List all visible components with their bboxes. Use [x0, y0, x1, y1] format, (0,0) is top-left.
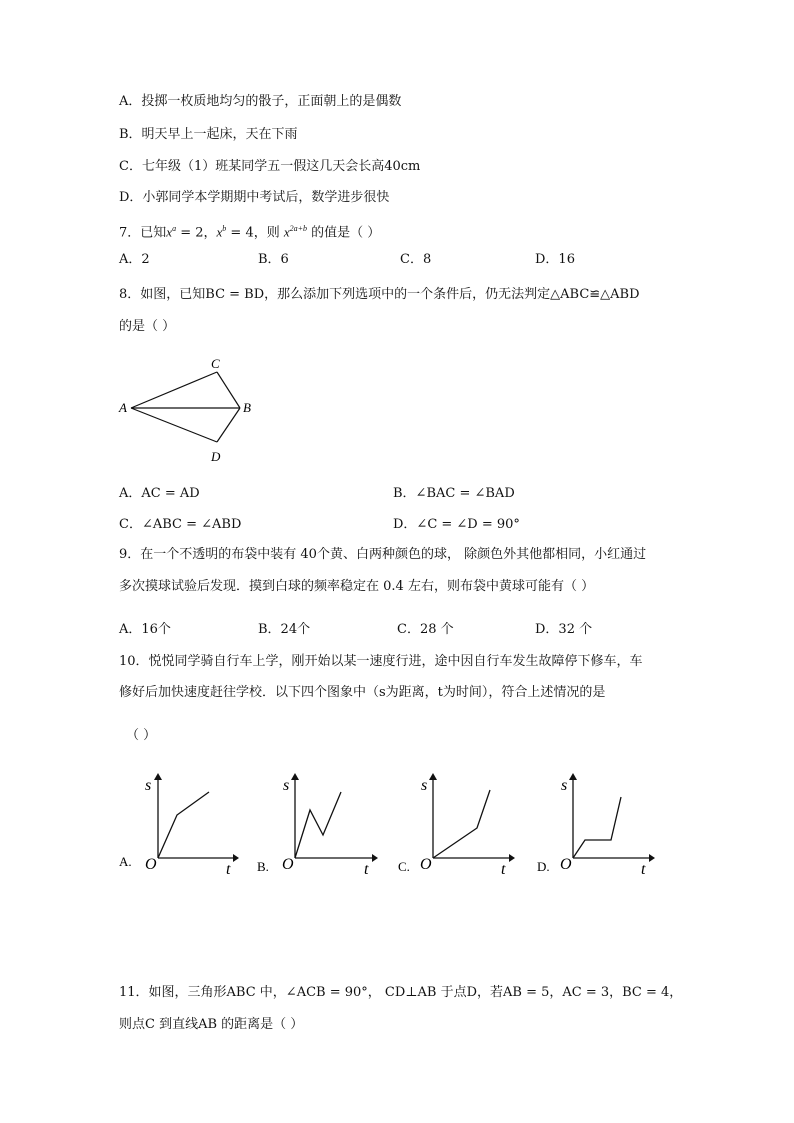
q10-graph-a-origin: O [145, 856, 157, 873]
q10-graph-c-t: t [501, 861, 506, 878]
q9-stem-line2: 多次摸球试验后发现．摸到白球的频率稳定在 0.4 左右，则布袋中黄球可能有（ ） [119, 579, 595, 594]
q8-kite-figure [110, 350, 270, 468]
q7-suffix: 的值是（ ） [307, 225, 381, 241]
q10-graph-d-origin: O [560, 856, 572, 873]
q7-expr-exp: 2a+b [289, 224, 308, 233]
segment-ac [131, 372, 217, 408]
q8-option-b: B．∠BAC = ∠BAD [393, 486, 515, 501]
q8-option-d: D．∠C = ∠D = 90° [393, 517, 520, 532]
segment-ad [131, 408, 217, 442]
q8-stem-line1: 8．如图，已知BC = BD，那么添加下列选项中的一个条件后，仍无法判定△ABC≌△ABD [119, 287, 640, 302]
q7-cond2-exp: b [222, 224, 227, 233]
q7-cond1-val: = 2， [176, 225, 217, 241]
q9-option-a: A．16个 [119, 622, 171, 637]
q8-option-c: C．∠ABC = ∠ABD [119, 517, 242, 532]
q10-graph-a-label: A. [119, 854, 132, 869]
q7-cond1-base: x [166, 224, 173, 240]
q10-graph-c-s: s [421, 777, 428, 794]
q9-option-b: B．24个 [258, 622, 311, 637]
segment-cb [217, 372, 240, 408]
q7-cond2-val: = 4，则 [226, 225, 284, 241]
label-a: A [119, 400, 127, 415]
q10-graph-c [395, 770, 530, 882]
q10-stem-line1: 10．悦悦同学骑自行车上学，刚开始以某一速度行进，途中因自行车发生故障停下修车，车 [119, 654, 643, 669]
q9-stem-line1: 9．在一个不透明的布袋中装有 40个黄、白两种颜色的球， 除颜色外其他都相同，小红通过 [119, 547, 647, 562]
q10-graph-d-s: s [561, 777, 568, 794]
q9-option-c: C．28 个 [397, 622, 454, 637]
q7-option-c: C．8 [400, 252, 432, 267]
label-b: B [243, 400, 251, 415]
label-c: C [211, 356, 220, 371]
q6-option-c: C．七年级（1）班某同学五一假这几天会长高40cm [119, 159, 421, 174]
label-d: D [211, 449, 221, 464]
q10-graph-d-t: t [641, 861, 646, 878]
q6-option-b: B．明天早上一起床，天在下雨 [119, 127, 298, 142]
q7-option-a: A．2 [119, 252, 150, 267]
q10-graph-a-s: s [145, 777, 152, 794]
segment-db [217, 408, 240, 442]
q10-stem-line3: （ ） [126, 728, 157, 743]
q10-graph-d-label: D. [537, 859, 550, 874]
q7-cond1-exp: a [172, 224, 177, 233]
q7-cond2-base: x [216, 224, 223, 240]
q7-prefix: 7．已知 [119, 225, 167, 241]
q10-graph-d-line [573, 797, 621, 858]
q7-option-b: B．6 [258, 252, 289, 267]
q10-graph-b-line [295, 792, 341, 858]
q10-graph-b-origin: O [282, 856, 294, 873]
q10-graph-b-t: t [364, 861, 369, 878]
q7-stem [119, 220, 380, 242]
q10-graph-c-line [433, 790, 490, 858]
q8-option-a: A．AC = AD [119, 486, 200, 501]
q6-option-d: D．小郭同学本学期期中考试后，数学进步很快 [119, 190, 390, 205]
q8-stem-line2: 的是（ ） [119, 319, 176, 334]
q11-stem-line1: 11．如图，三角形ABC 中，∠ACB = 90°， CD⊥AB 于点D，若AB = 5，AC = 3，BC = 4， [119, 985, 683, 1000]
q10-graph-d [535, 770, 670, 882]
q10-graph-b-label: B. [257, 859, 269, 874]
q10-graph-c-origin: O [420, 856, 432, 873]
q10-graph-a-t: t [226, 861, 231, 878]
q7-option-d: D．16 [535, 252, 575, 267]
q11-stem-line2: 则点C 到直线AB 的距离是（ ） [119, 1017, 304, 1032]
q10-stem-line2: 修好后加快速度赶往学校．以下四个图象中（s为距离，t为时间），符合上述情况的是 [119, 685, 606, 700]
q10-graph-b [255, 770, 390, 882]
q10-graph-a [115, 770, 250, 882]
q10-graph-b-s: s [283, 777, 290, 794]
q10-graph-a-line [158, 792, 209, 858]
q10-graph-c-label: C. [398, 859, 410, 874]
q7-expr-base: x [283, 224, 290, 240]
q9-option-d: D．32 个 [535, 622, 593, 637]
q6-option-a: A．投掷一枚质地均匀的骰子，正面朝上的是偶数 [119, 94, 402, 109]
